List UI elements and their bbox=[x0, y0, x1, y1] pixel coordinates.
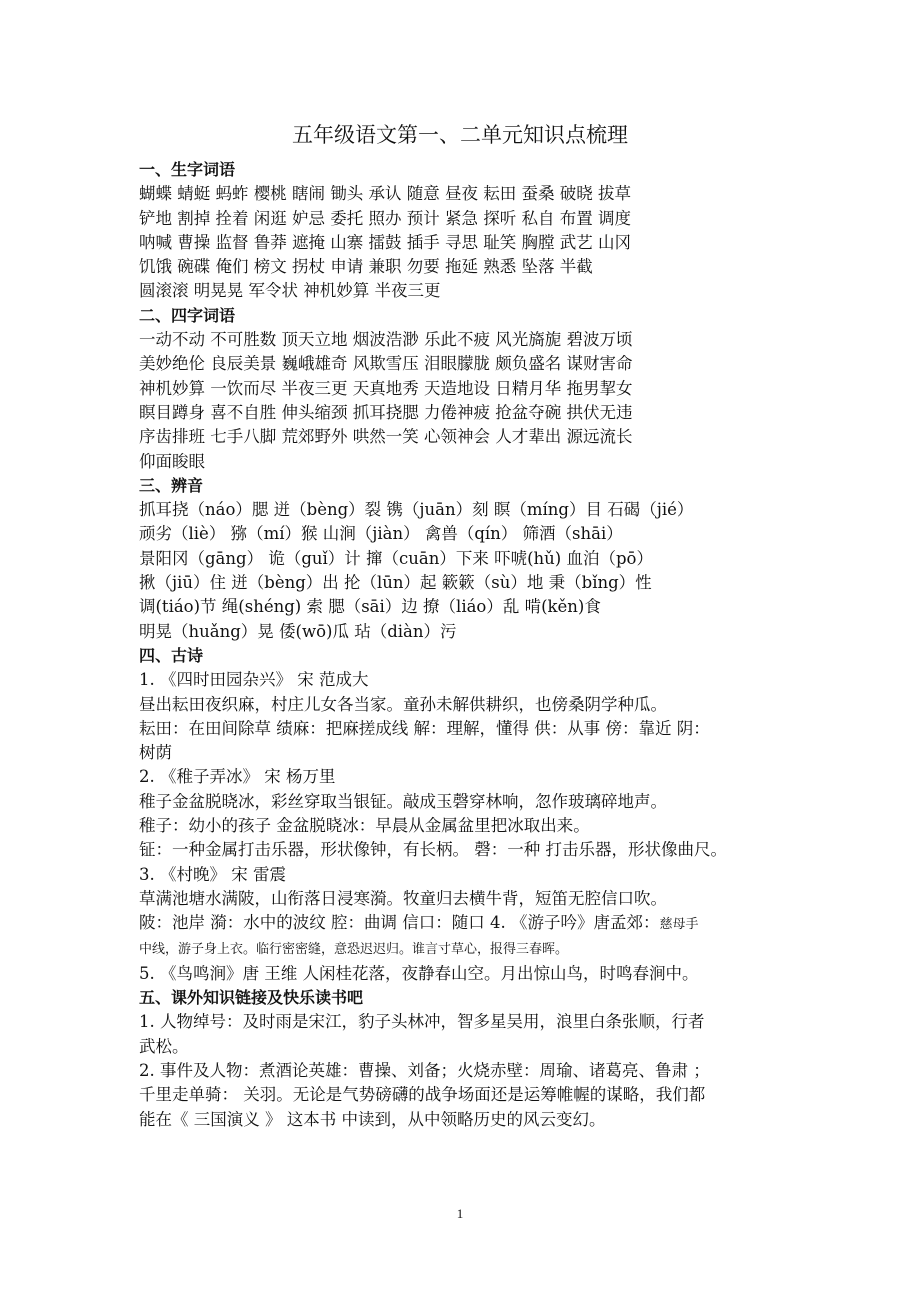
poem-notes: 耘田：在田间除草 绩麻：把麻搓成线 解：理解，懂得 供：从事 傍：靠近 阴： bbox=[139, 718, 710, 738]
text-line: 序齿排班 七手八脚 荒郊野外 哄然一笑 心领神会 人才辈出 源远流长 bbox=[139, 427, 633, 447]
section-heading-extended-reading: 五、课外知识链接及快乐读书吧 bbox=[139, 988, 364, 1008]
page-number: 1 bbox=[456, 1206, 464, 1221]
text-line: 铲地 割掉 拴着 闲逛 妒忌 委托 照办 预计 紧急 探听 私自 布置 调度 bbox=[139, 208, 631, 228]
text-line: 呐喊 曹操 监督 鲁莽 遮掩 山寨 擂鼓 插手 寻思 耻笑 胸膛 武艺 山冈 bbox=[139, 232, 631, 252]
page-title: 五年级语文第一、二单元知识点梳理 bbox=[292, 123, 628, 147]
text-line: 仰面睃眼 bbox=[139, 451, 205, 471]
text-line: 一动不动 不可胜数 顶天立地 烟波浩渺 乐此不疲 风光旖旎 碧波万顷 bbox=[139, 330, 633, 350]
poem-text: 稚子金盆脱晓冰，彩丝穿取当银钲。敲成玉磬穿林响，忽作玻璃碎地声。 bbox=[139, 791, 667, 811]
poem-text: 草满池塘水满陂，山衔落日浸寒漪。牧童归去横牛背，短笛无腔信口吹。 bbox=[139, 888, 667, 908]
poem-notes: 稚子：幼小的孩子 金盆脱晓冰：早晨从金属盆里把冰取出来。 bbox=[139, 816, 590, 836]
poem-title: 3. 《村晚》 宋 雷震 bbox=[139, 864, 286, 884]
text-line: 明晃（huǎng）晃 倭(wō)瓜 玷（diàn）污 bbox=[139, 621, 457, 641]
text-line: 美妙绝伦 良辰美景 巍峨雄奇 风欺雪压 泪眼朦胧 颇负盛名 谋财害命 bbox=[139, 354, 633, 374]
text-line: 揪（jiū）住 迸（bèng）出 抡（lūn）起 簌簌（sù）地 秉（bǐng）性 bbox=[139, 573, 652, 593]
text-line: 千里走单骑： 关羽。无论是气势磅礴的战争场面还是运筹帷幄的谋略，我们都 bbox=[139, 1085, 706, 1105]
poem-title: 1. 《四时田园杂兴》 宋 范成大 bbox=[139, 670, 369, 690]
text-line: 景阳冈（gāng） 诡（guǐ）计 撺（cuān）下来 吓唬(hǔ) 血泊（pō） bbox=[139, 548, 653, 568]
poem-text: 昼出耘田夜织麻，村庄儿女各当家。童孙未解供耕织，也傍桑阴学种瓜。 bbox=[139, 694, 667, 714]
text-line: 神机妙算 一饮而尽 半夜三更 天真地秀 天造地设 日精月华 拖男挈女 bbox=[139, 378, 633, 398]
text-line: 武松。 bbox=[139, 1036, 189, 1056]
poem-text-small: 慈母手 bbox=[659, 917, 699, 933]
text-line: 1. 人物绰号：及时雨是宋江，豹子头林冲，智多星吴用，浪里白条张顺，行者 bbox=[139, 1012, 705, 1032]
poem-notes: 树荫 bbox=[139, 743, 172, 763]
text-line: 能在《 三国演义 》 这本书 中读到，从中领略历史的风云变幻。 bbox=[139, 1109, 606, 1129]
poem-notes: 钲：一种金属打击乐器，形状像钟，有长柄。 磬：一种 打击乐器，形状像曲尺。 bbox=[139, 840, 727, 860]
poem-text-small: 中线，游子身上衣。临行密密缝，意恐迟迟归。谁言寸草心，报得三春晖。 bbox=[139, 941, 569, 957]
section-heading-idioms: 二、四字词语 bbox=[139, 305, 236, 325]
document-body bbox=[139, 158, 809, 1132]
section-heading-pronunciation: 三、辨音 bbox=[139, 475, 204, 495]
text-line: 调(tiáo)节 绳(shéng) 索 腮（sāi）边 撩（liáo）乱 啃(kěn)食 bbox=[139, 597, 601, 617]
text-line: 蝴蝶 蜻蜓 蚂蚱 樱桃 瞎闹 锄头 承认 随意 昼夜 耘田 蚕桑 破晓 拔草 bbox=[139, 184, 631, 204]
poem-notes bbox=[139, 911, 809, 937]
text-line: 圆滚滚 明晃晃 军令状 神机妙算 半夜三更 bbox=[139, 281, 441, 301]
poem-title: 2. 《稚子弄冰》 宋 杨万里 bbox=[139, 767, 336, 787]
text-line: 2. 事件及人物：煮酒论英雄：曹操、刘备；火烧赤壁：周瑜、诸葛亮、鲁肃 ； bbox=[139, 1060, 710, 1080]
text-line: 饥饿 碗碟 俺们 榜文 拐杖 申请 兼职 勿要 拖延 熟悉 坠落 半截 bbox=[139, 257, 593, 277]
poem-notes-text: 陂：池岸 漪：水中的波纹 腔：曲调 信口：随口 4. 《游子吟》唐孟郊： bbox=[139, 913, 660, 933]
section-heading-vocabulary: 一、生字词语 bbox=[139, 160, 236, 179]
section-heading-poems: 四、古诗 bbox=[139, 645, 204, 665]
text-line: 瞑目蹲身 喜不自胜 伸头缩颈 抓耳挠腮 力倦神疲 抢盆夺碗 拱伏无违 bbox=[139, 402, 633, 422]
text-line: 顽劣（liè） 猕（mí）猴 山涧（jiàn） 禽兽（qín） 筛酒（shāi） bbox=[139, 524, 623, 544]
text-line: 抓耳挠（náo）腮 迸（bèng）裂 镌（juān）刻 瞑（míng）目 石碣（jié） bbox=[139, 500, 694, 520]
poem-text: 5. 《鸟鸣涧》唐 王维 人闲桂花落，夜静春山空。月出惊山鸟，时鸣春涧中。 bbox=[139, 963, 699, 983]
